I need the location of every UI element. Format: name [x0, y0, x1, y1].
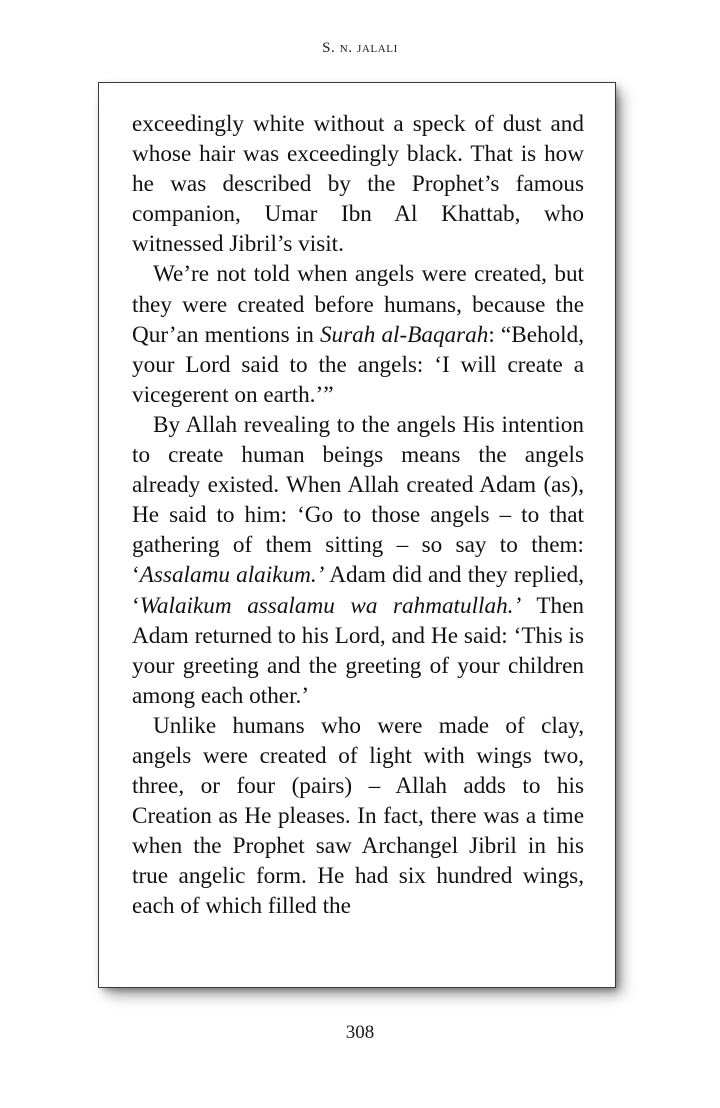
body-paragraph: [132, 259, 584, 409]
body-paragraph: [132, 410, 584, 711]
italic-run: Assalamu alaikum.’: [139, 562, 325, 589]
italic-run: Surah al-Baqarah: [319, 321, 489, 348]
text-run: By Allah revealing to the angels His intention to create human beings means the angels already existed. When Allah created Adam (as), He said to him: ‘Go to those angels – to that gathering of them sitting – so say to them: ‘: [132, 411, 584, 589]
text-run: We’re not told when angels were created, but they were created before humans, because the Qur’an mentions in: [132, 261, 584, 348]
page-number: 308: [345, 1022, 375, 1043]
body-paragraph: [132, 711, 584, 922]
text-run: Unlike humans who were made of clay, angels were created of light with wings two, three, or four (pairs) – Allah adds to his Creation as He pleases. In fact, there was a time when the Prophet saw Archangel Jibril in his true angelic form. He had six hundred wings, each of which filled the: [132, 712, 584, 920]
page-frame: [98, 82, 616, 988]
running-head: S. n. jalali: [322, 40, 398, 56]
body-paragraph: [132, 109, 584, 259]
text-run: Adam did and they replied, ‘: [132, 562, 585, 619]
italic-run: Walaikum assalamu wa rahmatullah.’: [139, 592, 522, 619]
text-column: [132, 109, 584, 922]
text-run: exceedingly white without a speck of dust and whose hair was exceedingly black. That is how he was described by the Prophet’s famous companion, Umar Ibn Al Khattab, who witnessed Jibril’s visit.: [132, 111, 584, 258]
text-run: Then Adam returned to his Lord, and He said: ‘This is your greeting and the greeting of your children among each other.’: [132, 592, 584, 709]
text-run: : “Behold, your Lord said to the angels: ‘I will create a vicegerent on earth.’”: [132, 321, 585, 408]
